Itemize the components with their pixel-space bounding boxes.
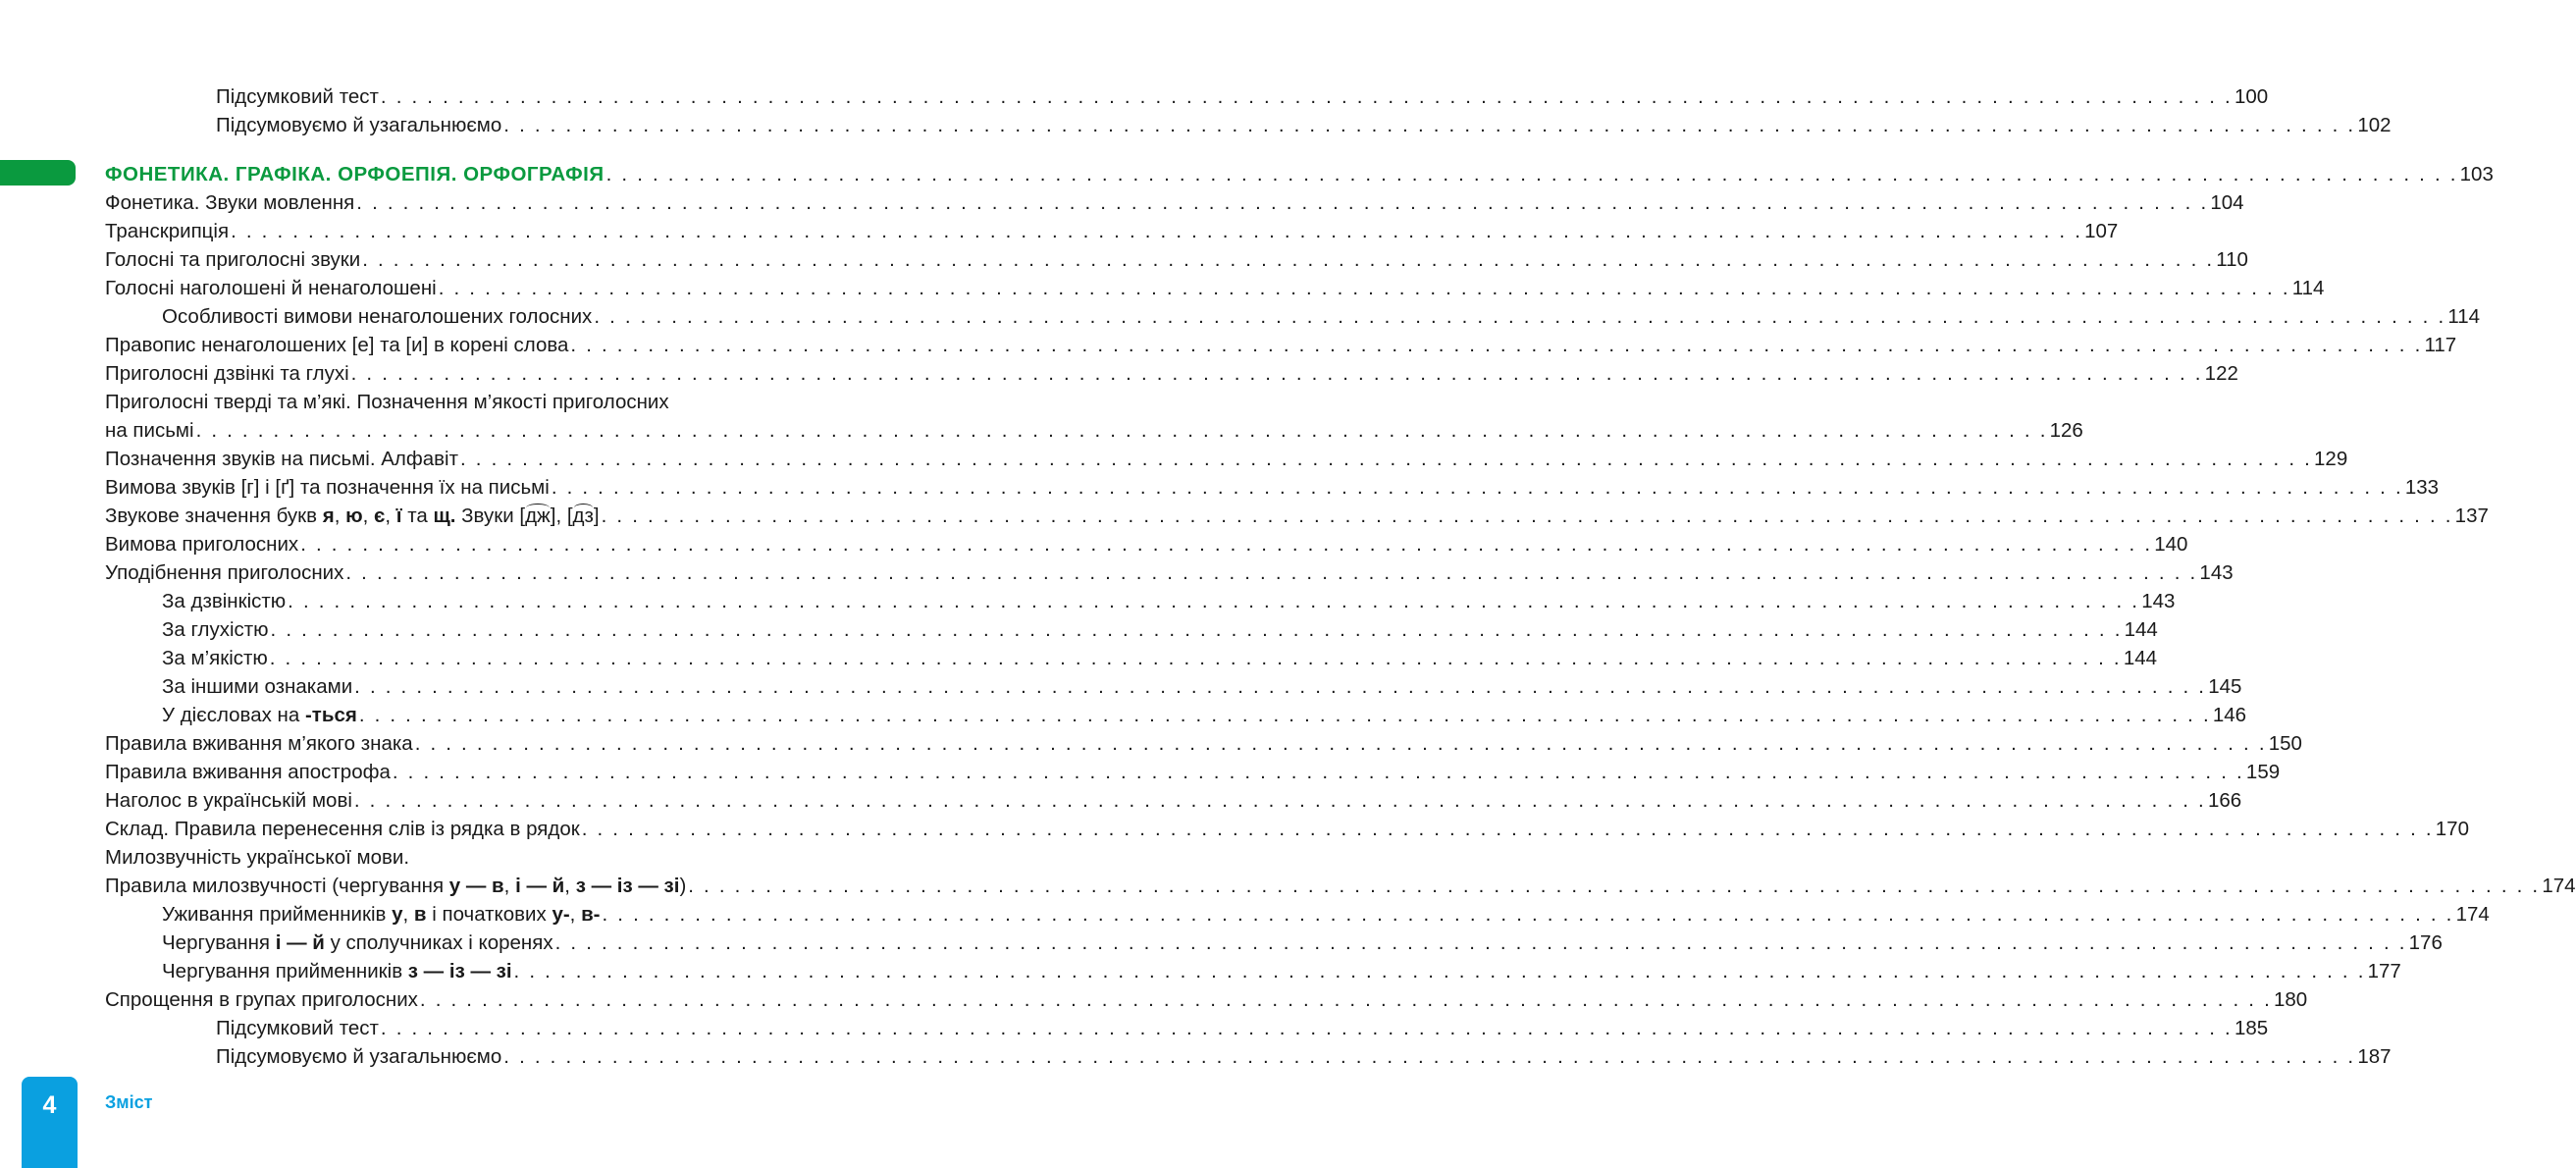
- text-fragment: У дієсловах на: [162, 704, 305, 726]
- toc-entry-page: 170: [2435, 818, 2469, 840]
- toc-entry-title: [105, 274, 437, 302]
- toc-entry-page: 114: [2447, 305, 2481, 328]
- toc-entry-page: 107: [2084, 220, 2119, 242]
- toc-entry-title: [105, 502, 600, 530]
- toc-entry-title: [162, 701, 357, 729]
- toc-entry: [105, 331, 2457, 359]
- toc-entry: [162, 615, 2158, 644]
- toc-entry-title: [216, 1042, 501, 1071]
- toc-entry-title: [105, 843, 409, 872]
- dot-leader: . . . . . . . . . . . . . . . . . . . . . . . . . . . . . . . . . . . . . . . . . . . . . . . . . . . . . . . . . . . . . . . . . . . . . . . . . . . . . . . . . . . . . . . . . . . . . . . . . . . . . . . . . . . . . . . . . . . . . . . .: [503, 114, 2356, 136]
- dot-leader: . . . . . . . . . . . . . . . . . . . . . . . . . . . . . . . . . . . . . . . . . . . . . . . . . . . . . . . . . . . . . . . . . . . . . . . . . . . . . . . . . . . . . . . . . . . . . . . . . . . . . . . . . . . . . . . . . . . . . . . .: [570, 334, 2423, 356]
- dot-leader: . . . . . . . . . . . . . . . . . . . . . . . . . . . . . . . . . . . . . . . . . . . . . . . . . . . . . . . . . . . . . . . . . . . . . . . . . . . . . . . . . . . . . . . . . . . . . . . . . . . . . . . . . . . . . . . . . . . . . . . .: [350, 362, 2203, 385]
- dot-leader: . . . . . . . . . . . . . . . . . . . . . . . . . . . . . . . . . . . . . . . . . . . . . . . . . . . . . . . . . . . . . . . . . . . . . . . . . . . . . . . . . . . . . . . . . . . . . . . . . . . . . . . . . . . . . . . . . . . . . . . .: [269, 647, 2122, 669]
- toc-entry: [216, 1014, 2269, 1042]
- bold-fragment: і — й: [275, 931, 325, 954]
- text-fragment: Вимова приголосних: [105, 533, 299, 556]
- text-fragment: Особливості вимови ненаголошених голосних: [162, 305, 593, 328]
- toc-entry: [105, 502, 2489, 530]
- text-fragment: Голосні наголошені й ненаголошені: [105, 277, 437, 299]
- toc-entry: [105, 473, 2440, 502]
- text-fragment: Правила вживання м’якого знака: [105, 732, 413, 755]
- toc-entry: [162, 302, 2481, 331]
- toc-entry-page: 143: [2141, 590, 2176, 612]
- toc-entry: [105, 445, 2348, 473]
- text-fragment: Позначення звуків на письмі. Алфавіт: [105, 448, 458, 470]
- toc-entry: [105, 530, 2188, 558]
- text-fragment: ,: [402, 903, 414, 926]
- toc-entry-title: [216, 82, 379, 111]
- bold-fragment: з — із — зі: [575, 875, 680, 897]
- dot-leader: . . . . . . . . . . . . . . . . . . . . . . . . . . . . . . . . . . . . . . . . . . . . . . . . . . . . . . . . . . . . . . . . . . . . . . . . . . . . . . . . . . . . . . . . . . . . . . . . . . . . . . . . . . . . . . . . . . . . . . . .: [345, 561, 2198, 584]
- toc-entry-page: 100: [2234, 85, 2269, 108]
- toc-entry-title: [216, 111, 501, 139]
- toc-entry-page: 126: [2049, 419, 2083, 442]
- toc-entry-page: 143: [2199, 561, 2234, 584]
- toc-entry-title: [105, 331, 568, 359]
- toc-entry-page: 110: [2216, 248, 2248, 271]
- bold-fragment: є: [374, 504, 386, 527]
- text-fragment: ]: [593, 504, 600, 527]
- text-fragment: Правила вживання апострофа: [105, 761, 391, 783]
- bold-fragment: в: [413, 903, 427, 926]
- toc-entry: [105, 217, 2119, 245]
- text-fragment: Звуки [: [455, 504, 526, 527]
- bold-fragment: у-: [552, 903, 570, 926]
- text-fragment: Звукове значення букв: [105, 504, 323, 527]
- dot-leader: . . . . . . . . . . . . . . . . . . . . . . . . . . . . . . . . . . . . . . . . . . . . . . . . . . . . . . . . . . . . . . . . . . . . . . . . . . . . . . . . . . . . . . . . . . . . . . . . . . . . . . . . . . . . . . . . . . . . . . . .: [288, 590, 2140, 612]
- bold-fragment: і — й: [515, 875, 565, 897]
- dot-leader: . . . . . . . . . . . . . . . . . . . . . . . . . . . . . . . . . . . . . . . . . . . . . . . . . . . . . . . . . . . . . . . . . . . . . . . . . . . . . . . . . . . . . . . . . . . . . . . . . . . . . . . . . . . . . . . . . . . . . . . .: [419, 988, 2272, 1011]
- toc-entry-title: [105, 217, 229, 245]
- toc-entry: [162, 900, 2490, 929]
- toc-entry: [105, 388, 846, 416]
- text-fragment: Уподібнення приголосних: [105, 561, 344, 584]
- toc-entry-title: [105, 872, 686, 900]
- toc-section-heading: [105, 160, 2494, 188]
- footer-label: Зміст: [105, 1092, 153, 1112]
- text-fragment: Голосні та приголосні звуки: [105, 248, 361, 271]
- text-fragment: Підсумовуємо й узагальнюємо: [216, 114, 502, 136]
- toc-entry: [105, 359, 2238, 388]
- text-fragment: Чергування прийменників: [162, 960, 408, 982]
- text-fragment: дж: [525, 502, 551, 530]
- bold-fragment: в-: [581, 903, 601, 926]
- toc-entry-page: 122: [2204, 362, 2238, 385]
- bold-fragment: ї: [395, 504, 402, 527]
- toc-entry: [105, 416, 2083, 445]
- toc-entry-page: 166: [2207, 789, 2242, 812]
- text-fragment: ], [: [550, 504, 573, 527]
- toc-entry-title: [105, 416, 194, 445]
- bold-fragment: з — із — зі: [407, 960, 512, 982]
- toc-entry-page: 117: [2424, 334, 2457, 356]
- bold-fragment: щ.: [433, 504, 456, 527]
- text-fragment: Фонетика. Звуки мовлення: [105, 191, 355, 214]
- toc-entry-page: 133: [2404, 476, 2440, 499]
- text-fragment: Спрощення в групах приголосних: [105, 988, 418, 1011]
- toc-entry-title: [105, 530, 298, 558]
- text-fragment: Підсумковий тест: [216, 1017, 379, 1039]
- text-fragment: ,: [503, 875, 516, 897]
- toc-entry-page: 150: [2268, 732, 2302, 755]
- text-fragment: За глухістю: [162, 618, 269, 641]
- toc-entry: [105, 815, 2469, 843]
- toc-entry-page: 129: [2314, 448, 2348, 470]
- toc-entry-title: [105, 729, 413, 758]
- dot-leader: . . . . . . . . . . . . . . . . . . . . . . . . . . . . . . . . . . . . . . . . . . . . . . . . . . . . . . . . . . . . . . . . . . . . . . . . . . . . . . . . . . . . . . . . . . . . . . . . . . . . . . . . . . . . . . . . . . . . . . . .: [270, 618, 2123, 641]
- dot-leader: . . . . . . . . . . . . . . . . . . . . . . . . . . . . . . . . . . . . . . . . . . . . . . . . . . . . . . . . . . . . . . . . . . . . . . . . . . . . . . . . . . . . . . . . . . . . . . . . . . . . . . . . . . . . . . . . . . . . . . . .: [353, 789, 2206, 812]
- toc-entry-title: [105, 160, 605, 188]
- toc-entry: [105, 872, 2576, 900]
- toc-entry-title: [162, 900, 601, 929]
- toc-entry: [162, 644, 2158, 672]
- dot-leader: . . . . . . . . . . . . . . . . . . . . . . . . . . . . . . . . . . . . . . . . . . . . . . . . . . . . . . . . . . . . . . . . . . . . . . . . . . . . . . . . . . . . . . . . . . . . . . . . . . . . . . . . . . . . . . . . . . . . . . . .: [688, 875, 2541, 897]
- text-fragment: Чергування: [162, 931, 276, 954]
- bold-fragment: у — в: [448, 875, 504, 897]
- text-fragment: ,: [569, 903, 582, 926]
- text-fragment: ,: [334, 504, 346, 527]
- toc-entry: [105, 558, 2234, 587]
- toc-entry-title: [162, 672, 352, 701]
- toc-entry: [105, 729, 2302, 758]
- toc-entry-page: 177: [2367, 960, 2401, 982]
- text-fragment: Вимова звуків [г] і [ґ] та позначення їх на письмі: [105, 476, 550, 499]
- text-fragment: дз: [573, 502, 594, 530]
- text-fragment: Правила милозвучності (чергування: [105, 875, 449, 897]
- dot-leader: . . . . . . . . . . . . . . . . . . . . . . . . . . . . . . . . . . . . . . . . . . . . . . . . . . . . . . . . . . . . . . . . . . . . . . . . . . . . . . . . . . . . . . . . . . . . . . . . . . . . . . . . . . . . . . . . . . . . . . . .: [392, 761, 2244, 783]
- toc-entry-title: [162, 644, 268, 672]
- dot-leader: . . . . . . . . . . . . . . . . . . . . . . . . . . . . . . . . . . . . . . . . . . . . . . . . . . . . . . . . . . . . . . . . . . . . . . . . . . . . . . . . . . . . . . . . . . . . . . . . . . . . . . . . . . . . . . . . . . . . . . . .: [300, 533, 2153, 556]
- toc-entry-title: [105, 558, 343, 587]
- toc-entry: [162, 587, 2176, 615]
- toc-entry: [105, 188, 2244, 217]
- toc-entry-page: 145: [2208, 675, 2242, 698]
- toc-entry-title: [105, 188, 354, 217]
- text-fragment: та: [401, 504, 434, 527]
- dot-leader: . . . . . . . . . . . . . . . . . . . . . . . . . . . . . . . . . . . . . . . . . . . . . . . . . . . . . . . . . . . . . . . . . . . . . . . . . . . . . . . . . . . . . . . . . . . . . . . . . . . . . . . . . . . . . . . . . . . . . . . .: [438, 277, 2290, 299]
- bold-fragment: ю: [345, 504, 363, 527]
- dot-leader: . . . . . . . . . . . . . . . . . . . . . . . . . . . . . . . . . . . . . . . . . . . . . . . . . . . . . . . . . . . . . . . . . . . . . . . . . . . . . . . . . . . . . . . . . . . . . . . . . . . . . . . . . . . . . . . . . . . . . . . .: [380, 1017, 2233, 1039]
- text-fragment: Підсумовуємо й узагальнюємо: [216, 1045, 502, 1068]
- toc-entry: [105, 758, 2281, 786]
- toc-entry-title: [105, 388, 669, 416]
- bold-fragment: я: [322, 504, 335, 527]
- toc-entry: [162, 701, 2247, 729]
- toc-entry: [105, 786, 2242, 815]
- toc-entry: [105, 274, 2325, 302]
- dot-leader: . . . . . . . . . . . . . . . . . . . . . . . . . . . . . . . . . . . . . . . . . . . . . . . . . . . . . . . . . . . . . . . . . . . . . . . . . . . . . . . . . . . . . . . . . . . . . . . . . . . . . . . . . . . . . . . . . . . . . . . .: [503, 1045, 2356, 1068]
- dot-leader: . . . . . . . . . . . . . . . . . . . . . . . . . . . . . . . . . . . . . . . . . . . . . . . . . . . . . . . . . . . . . . . . . . . . . . . . . . . . . . . . . . . . . . . . . . . . . . . . . . . . . . . . . . . . . . . . . . . . . . . .: [195, 419, 2048, 442]
- toc-entry-title: [105, 359, 349, 388]
- toc-entry: [105, 843, 846, 872]
- dot-leader: . . . . . . . . . . . . . . . . . . . . . . . . . . . . . . . . . . . . . . . . . . . . . . . . . . . . . . . . . . . . . . . . . . . . . . . . . . . . . . . . . . . . . . . . . . . . . . . . . . . . . . . . . . . . . . . . . . . . . . . .: [551, 476, 2403, 499]
- dot-leader: . . . . . . . . . . . . . . . . . . . . . . . . . . . . . . . . . . . . . . . . . . . . . . . . . . . . . . . . . . . . . . . . . . . . . . . . . . . . . . . . . . . . . . . . . . . . . . . . . . . . . . . . . . . . . . . . . . . . . . . .: [358, 704, 2211, 726]
- text-fragment: Приголосні тверді та м’які. Позначення м’якості приголосних: [105, 391, 669, 413]
- toc-entry-page: 144: [2123, 647, 2158, 669]
- toc-entry: [162, 672, 2242, 701]
- text-fragment: на письмі: [105, 419, 194, 442]
- toc-entry-title: [162, 615, 269, 644]
- text-fragment: Приголосні дзвінкі та глухі: [105, 362, 349, 385]
- toc-entry-title: [105, 245, 360, 274]
- toc-entry-title: [105, 815, 580, 843]
- dot-leader: . . . . . . . . . . . . . . . . . . . . . . . . . . . . . . . . . . . . . . . . . . . . . . . . . . . . . . . . . . . . . . . . . . . . . . . . . . . . . . . . . . . . . . . . . . . . . . . . . . . . . . . . . . . . . . . . . . . . . . . .: [231, 220, 2083, 242]
- toc-entry-page: 140: [2154, 533, 2188, 556]
- dot-leader: . . . . . . . . . . . . . . . . . . . . . . . . . . . . . . . . . . . . . . . . . . . . . . . . . . . . . . . . . . . . . . . . . . . . . . . . . . . . . . . . . . . . . . . . . . . . . . . . . . . . . . . . . . . . . . . . . . . . . . . .: [380, 85, 2233, 108]
- dot-leader: . . . . . . . . . . . . . . . . . . . . . . . . . . . . . . . . . . . . . . . . . . . . . . . . . . . . . . . . . . . . . . . . . . . . . . . . . . . . . . . . . . . . . . . . . . . . . . . . . . . . . . . . . . . . . . . . . . . . . . . .: [605, 163, 2458, 186]
- toc-entry-page: 104: [2210, 191, 2244, 214]
- toc-entry-page: 176: [2408, 931, 2443, 954]
- toc-entry-title: [105, 445, 458, 473]
- toc-entry: [216, 111, 2392, 139]
- text-fragment: За дзвінкістю: [162, 590, 287, 612]
- page-number: 4: [42, 1091, 57, 1119]
- toc-entry-page: 187: [2357, 1045, 2392, 1068]
- toc-entry-page: 146: [2212, 704, 2247, 726]
- text-fragment: ,: [564, 875, 576, 897]
- dot-leader: . . . . . . . . . . . . . . . . . . . . . . . . . . . . . . . . . . . . . . . . . . . . . . . . . . . . . . . . . . . . . . . . . . . . . . . . . . . . . . . . . . . . . . . . . . . . . . . . . . . . . . . . . . . . . . . . . . . . . . . .: [601, 504, 2453, 527]
- toc-entry-title: [216, 1014, 379, 1042]
- toc-entry: [162, 929, 2443, 957]
- toc-entry-title: [162, 302, 592, 331]
- toc-entry-page: 180: [2273, 988, 2308, 1011]
- text-fragment: Уживання прийменників: [162, 903, 393, 926]
- text-fragment: ,: [362, 504, 375, 527]
- text-fragment: ,: [385, 504, 396, 527]
- dot-leader: . . . . . . . . . . . . . . . . . . . . . . . . . . . . . . . . . . . . . . . . . . . . . . . . . . . . . . . . . . . . . . . . . . . . . . . . . . . . . . . . . . . . . . . . . . . . . . . . . . . . . . . . . . . . . . . . . . . . . . . .: [362, 248, 2215, 271]
- toc-entry: [216, 82, 2269, 111]
- text-fragment: За м’якістю: [162, 647, 268, 669]
- dot-leader: . . . . . . . . . . . . . . . . . . . . . . . . . . . . . . . . . . . . . . . . . . . . . . . . . . . . . . . . . . . . . . . . . . . . . . . . . . . . . . . . . . . . . . . . . . . . . . . . . . . . . . . . . . . . . . . . . . . . . . . .: [356, 191, 2209, 214]
- toc-entry-page: 114: [2291, 277, 2325, 299]
- text-fragment: Транскрипція: [105, 220, 230, 242]
- text-fragment: і початкових: [426, 903, 552, 926]
- dot-leader: . . . . . . . . . . . . . . . . . . . . . . . . . . . . . . . . . . . . . . . . . . . . . . . . . . . . . . . . . . . . . . . . . . . . . . . . . . . . . . . . . . . . . . . . . . . . . . . . . . . . . . . . . . . . . . . . . . . . . . . .: [594, 305, 2446, 328]
- toc-entry-page: 103: [2459, 163, 2494, 186]
- toc-entry: [105, 245, 2248, 274]
- text-fragment: Правопис ненаголошених [е] та [и] в корені слова: [105, 334, 569, 356]
- toc-entry-title: [105, 985, 418, 1014]
- dot-leader: . . . . . . . . . . . . . . . . . . . . . . . . . . . . . . . . . . . . . . . . . . . . . . . . . . . . . . . . . . . . . . . . . . . . . . . . . . . . . . . . . . . . . . . . . . . . . . . . . . . . . . . . . . . . . . . . . . . . . . . .: [354, 675, 2207, 698]
- toc-entry-page: 174: [2455, 903, 2490, 926]
- toc-entry-page: 174: [2542, 875, 2576, 897]
- text-fragment: ): [679, 875, 687, 897]
- toc-entry-page: 144: [2124, 618, 2158, 641]
- toc-entry-page: 185: [2234, 1017, 2269, 1039]
- dot-leader: . . . . . . . . . . . . . . . . . . . . . . . . . . . . . . . . . . . . . . . . . . . . . . . . . . . . . . . . . . . . . . . . . . . . . . . . . . . . . . . . . . . . . . . . . . . . . . . . . . . . . . . . . . . . . . . . . . . . . . . .: [459, 448, 2313, 470]
- text-fragment: Милозвучність української мови.: [105, 846, 410, 869]
- dot-leader: . . . . . . . . . . . . . . . . . . . . . . . . . . . . . . . . . . . . . . . . . . . . . . . . . . . . . . . . . . . . . . . . . . . . . . . . . . . . . . . . . . . . . . . . . . . . . . . . . . . . . . . . . . . . . . . . . . . . . . . .: [581, 818, 2434, 840]
- bold-fragment: -ться: [304, 704, 357, 726]
- text-fragment: Склад. Правила перенесення слів із рядка в рядок: [105, 818, 580, 840]
- toc-entry-title: [105, 758, 391, 786]
- toc-entry-page: 137: [2454, 504, 2489, 527]
- dot-leader: . . . . . . . . . . . . . . . . . . . . . . . . . . . . . . . . . . . . . . . . . . . . . . . . . . . . . . . . . . . . . . . . . . . . . . . . . . . . . . . . . . . . . . . . . . . . . . . . . . . . . . . . . . . . . . . . . . . . . . . .: [602, 903, 2454, 926]
- text-fragment: Наголос в українській мові: [105, 789, 352, 812]
- text-fragment: Підсумковий тест: [216, 85, 379, 108]
- toc-entry-title: [105, 786, 352, 815]
- text-fragment: ФОНЕТИКА. ГРАФІКА. ОРФОЕПІЯ. ОРФОГРАФІЯ: [105, 163, 605, 186]
- text-fragment: у сполучниках і коренях: [324, 931, 553, 954]
- dot-leader: . . . . . . . . . . . . . . . . . . . . . . . . . . . . . . . . . . . . . . . . . . . . . . . . . . . . . . . . . . . . . . . . . . . . . . . . . . . . . . . . . . . . . . . . . . . . . . . . . . . . . . . . . . . . . . . . . . . . . . . .: [554, 931, 2407, 954]
- toc-entry-title: [162, 957, 512, 985]
- text-fragment: За іншими ознаками: [162, 675, 353, 698]
- toc-entry: [216, 1042, 2392, 1071]
- toc-entry-title: [105, 473, 550, 502]
- dot-leader: . . . . . . . . . . . . . . . . . . . . . . . . . . . . . . . . . . . . . . . . . . . . . . . . . . . . . . . . . . . . . . . . . . . . . . . . . . . . . . . . . . . . . . . . . . . . . . . . . . . . . . . . . . . . . . . . . . . . . . . .: [513, 960, 2366, 982]
- toc-entry-page: 159: [2245, 761, 2281, 783]
- dot-leader: . . . . . . . . . . . . . . . . . . . . . . . . . . . . . . . . . . . . . . . . . . . . . . . . . . . . . . . . . . . . . . . . . . . . . . . . . . . . . . . . . . . . . . . . . . . . . . . . . . . . . . . . . . . . . . . . . . . . . . . .: [414, 732, 2267, 755]
- bold-fragment: у: [392, 903, 403, 926]
- toc-entry-title: [162, 929, 553, 957]
- toc-entry-title: [162, 587, 286, 615]
- toc-entry-page: 102: [2357, 114, 2392, 136]
- toc-entry: [162, 957, 2401, 985]
- toc-entry: [105, 985, 2308, 1014]
